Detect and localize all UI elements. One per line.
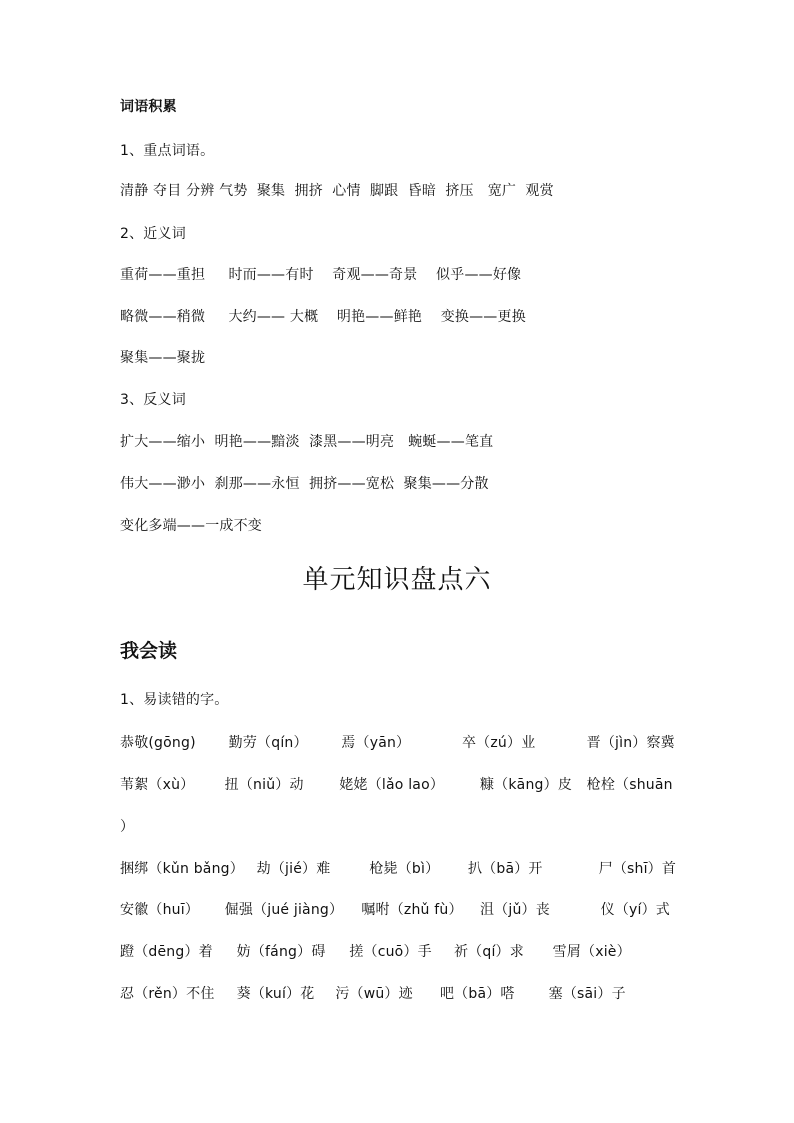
pinyin-word: 仪（yí）式 bbox=[600, 902, 670, 918]
pinyin-word: 忍（rěn）不住 bbox=[120, 986, 215, 1002]
pinyin-word: 晋（jìn）察冀 bbox=[586, 735, 675, 751]
antonyms-line: 扩大——缩小 明艳——黯淡 漆黑——明亮 蜿蜒——笔直 bbox=[120, 434, 494, 450]
pinyin-word: 枪栓（shuān bbox=[586, 777, 673, 793]
key-words-title: 1、重点词语。 bbox=[120, 143, 215, 159]
pinyin-word: 雪屑（xiè） bbox=[552, 944, 631, 960]
pinyin-word: 污（wū）迹 bbox=[335, 986, 413, 1002]
pinyin-word: 妨（fáng）碍 bbox=[236, 944, 326, 960]
pinyin-word: 吧（bā）嗒 bbox=[439, 986, 515, 1002]
pinyin-word: 葵（kuí）花 bbox=[236, 986, 315, 1002]
pinyin-row bbox=[120, 817, 134, 837]
synonyms-line: 聚集——聚拢 bbox=[120, 350, 206, 366]
pinyin-word: 枪毙（bì） bbox=[369, 861, 440, 877]
pinyin-word: 恭敬(gōng) bbox=[120, 735, 196, 751]
pinyin-word: 尸（shī）首 bbox=[598, 861, 677, 877]
pinyin-word: 嘱咐（zhǔ fù） bbox=[361, 902, 463, 918]
pinyin-row bbox=[120, 900, 670, 920]
synonyms-line: 略微——稍微 大约—— 大概 明艳——鲜艳 变换——更换 bbox=[120, 309, 526, 325]
pinyin-word: 祈（qí）求 bbox=[453, 944, 524, 960]
pinyin-row bbox=[120, 984, 626, 1004]
antonyms-title: 3、反义词 bbox=[120, 392, 186, 408]
pinyin-word: 苇絮（xù） bbox=[120, 777, 195, 793]
pinyin-word: 捆绑（kǔn bǎng） bbox=[120, 861, 244, 877]
reading-subtitle: 1、易读错的字。 bbox=[120, 692, 229, 708]
pinyin-word: 扭（niǔ）动 bbox=[224, 777, 304, 793]
pinyin-word: 搓（cuō）手 bbox=[349, 944, 432, 960]
pinyin-word: 扒（bā）开 bbox=[467, 861, 543, 877]
pinyin-row bbox=[120, 942, 631, 962]
vocab-heading: 词语积累 bbox=[120, 99, 177, 115]
pinyin-word: 勤劳（qín） bbox=[228, 735, 308, 751]
pinyin-word: 焉（yān） bbox=[341, 735, 411, 751]
pinyin-word: 姥姥（lǎo lao） bbox=[339, 777, 445, 793]
key-words-list: 清静 夺目 分辨 气势 聚集 拥挤 心情 脚跟 昏暗 挤压 宽广 观赏 bbox=[120, 183, 554, 199]
reading-heading: 我会读 bbox=[120, 640, 178, 662]
pinyin-row bbox=[120, 859, 676, 879]
pinyin-row bbox=[120, 733, 675, 753]
pinyin-word: 倔强（jué jiàng） bbox=[224, 902, 344, 918]
pinyin-word: 蹬（dēng）着 bbox=[120, 944, 213, 960]
unit-title: 单元知识盘点六 bbox=[302, 565, 492, 595]
antonyms-line: 变化多端——一成不变 bbox=[120, 518, 262, 534]
pinyin-row bbox=[120, 775, 673, 795]
pinyin-word: 劫（jié）难 bbox=[256, 861, 331, 877]
pinyin-word: 安徽（huī） bbox=[120, 902, 200, 918]
pinyin-word: 塞（sāi）子 bbox=[548, 986, 626, 1002]
synonyms-title: 2、近义词 bbox=[120, 226, 186, 242]
pinyin-word: 糠（kāng）皮 bbox=[479, 777, 573, 793]
synonyms-line: 重荷——重担 时而——有时 奇观——奇景 似乎——好像 bbox=[120, 267, 522, 283]
pinyin-word: 卒（zú）业 bbox=[461, 735, 536, 751]
pinyin-word: 沮（jǔ）丧 bbox=[479, 902, 550, 918]
antonyms-line: 伟大——渺小 刹那——永恒 拥挤——宽松 聚集——分散 bbox=[120, 476, 489, 492]
pinyin-word: ） bbox=[120, 819, 135, 835]
